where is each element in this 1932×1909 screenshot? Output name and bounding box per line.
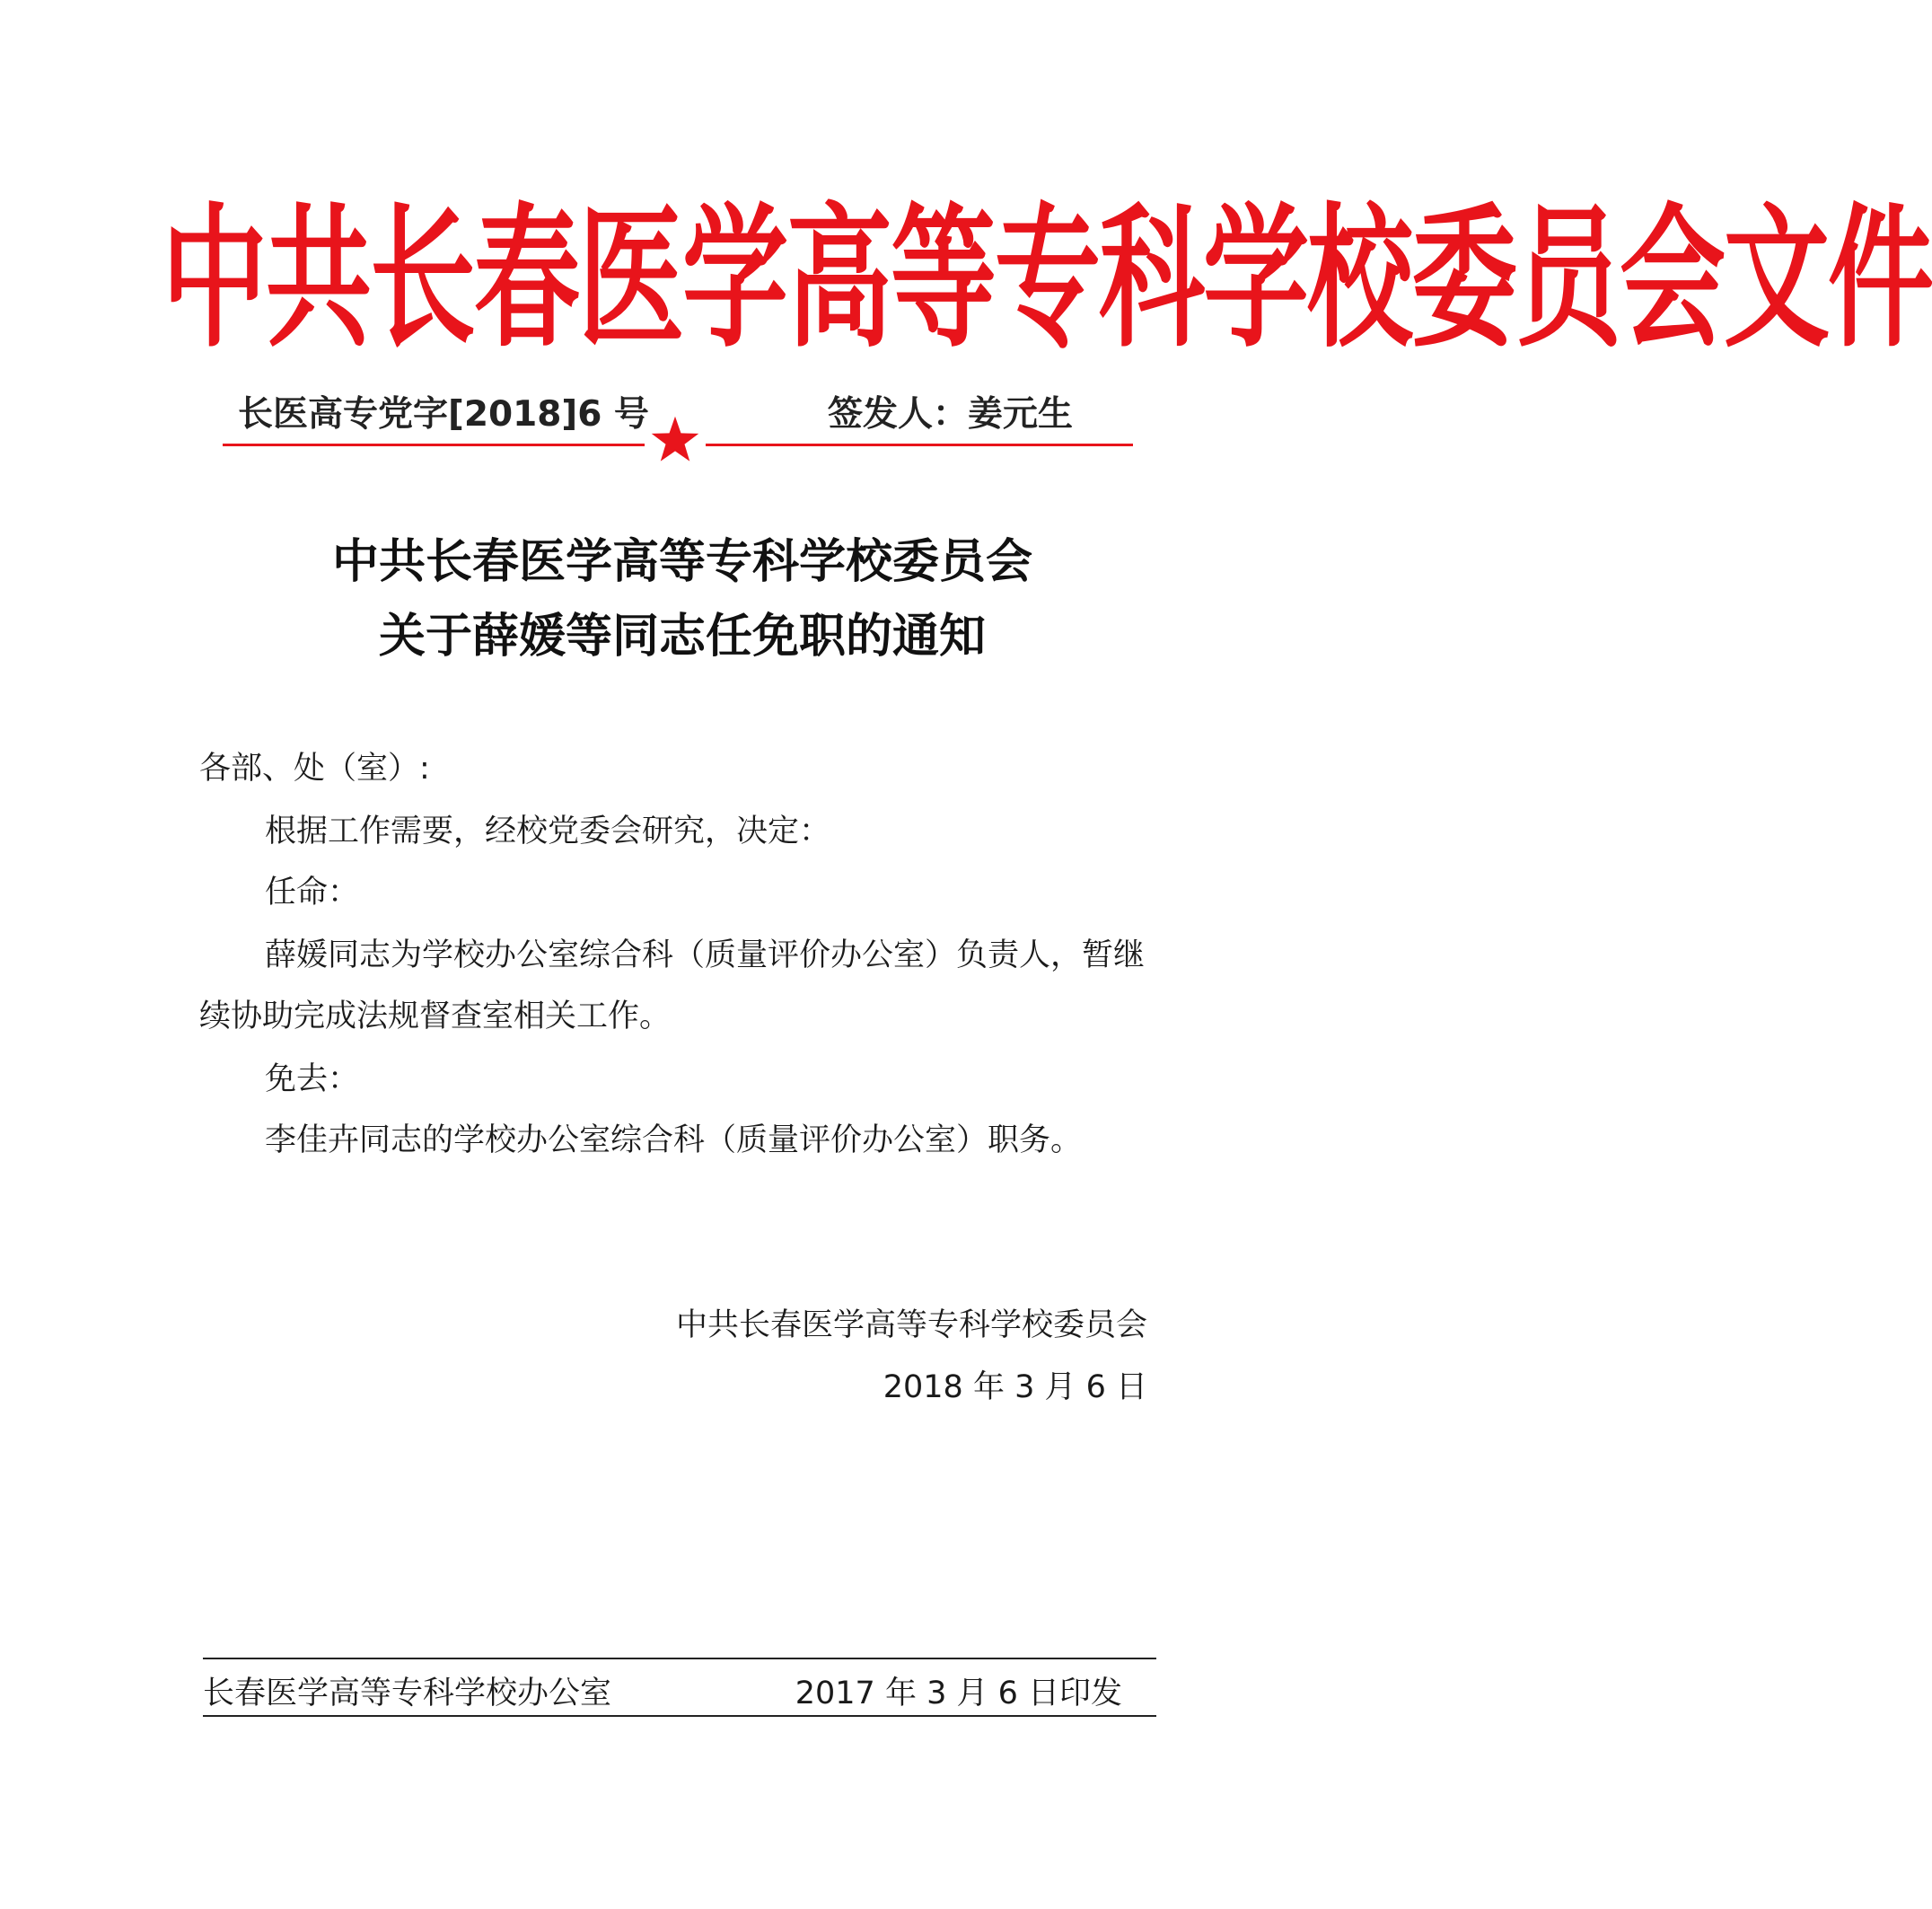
appoint-paragraph-line1: 薛媛同志为学校办公室综合科（质量评价办公室）负责人，暂继 — [265, 937, 1146, 973]
red-divider-left — [223, 444, 645, 446]
signer: 签发人：姜元生 — [828, 394, 1074, 435]
dismiss-paragraph: 李佳卉同志的学校办公室综合科（质量评价办公室）职务。 — [265, 1122, 1083, 1158]
notice-title-line2: 关于薛媛等同志任免职的通知 — [378, 610, 986, 664]
signature-org: 中共长春医学高等专科学校委员会 — [675, 1307, 1147, 1343]
salutation: 各部、处（室）: — [199, 751, 430, 787]
red-divider-right — [706, 444, 1133, 446]
masthead-title: 中共长春医学高等专科学校委员会文件 — [162, 187, 1932, 369]
appoint-label: 任命： — [265, 875, 360, 911]
signature-date: 2018 年 3 月 6 日 — [883, 1369, 1147, 1405]
footer-issued-date: 2017 年 3 月 6 日印发 — [795, 1676, 1122, 1711]
appoint-paragraph-line2: 续协助完成法规督查室相关工作。 — [199, 998, 672, 1034]
footer-top-rule — [203, 1658, 1156, 1659]
document-number: 长医高专党字[2018]6 号 — [238, 394, 649, 435]
notice-title-line1: 中共长春医学高等专科学校委员会 — [331, 535, 1032, 589]
red-star-icon — [649, 415, 701, 467]
dismiss-label: 免去： — [265, 1061, 360, 1097]
footer-office: 长春医学高等专科学校办公室 — [203, 1676, 612, 1711]
intro-paragraph: 根据工作需要，经校党委会研究，决定： — [265, 814, 831, 849]
footer-bottom-rule — [203, 1715, 1156, 1717]
